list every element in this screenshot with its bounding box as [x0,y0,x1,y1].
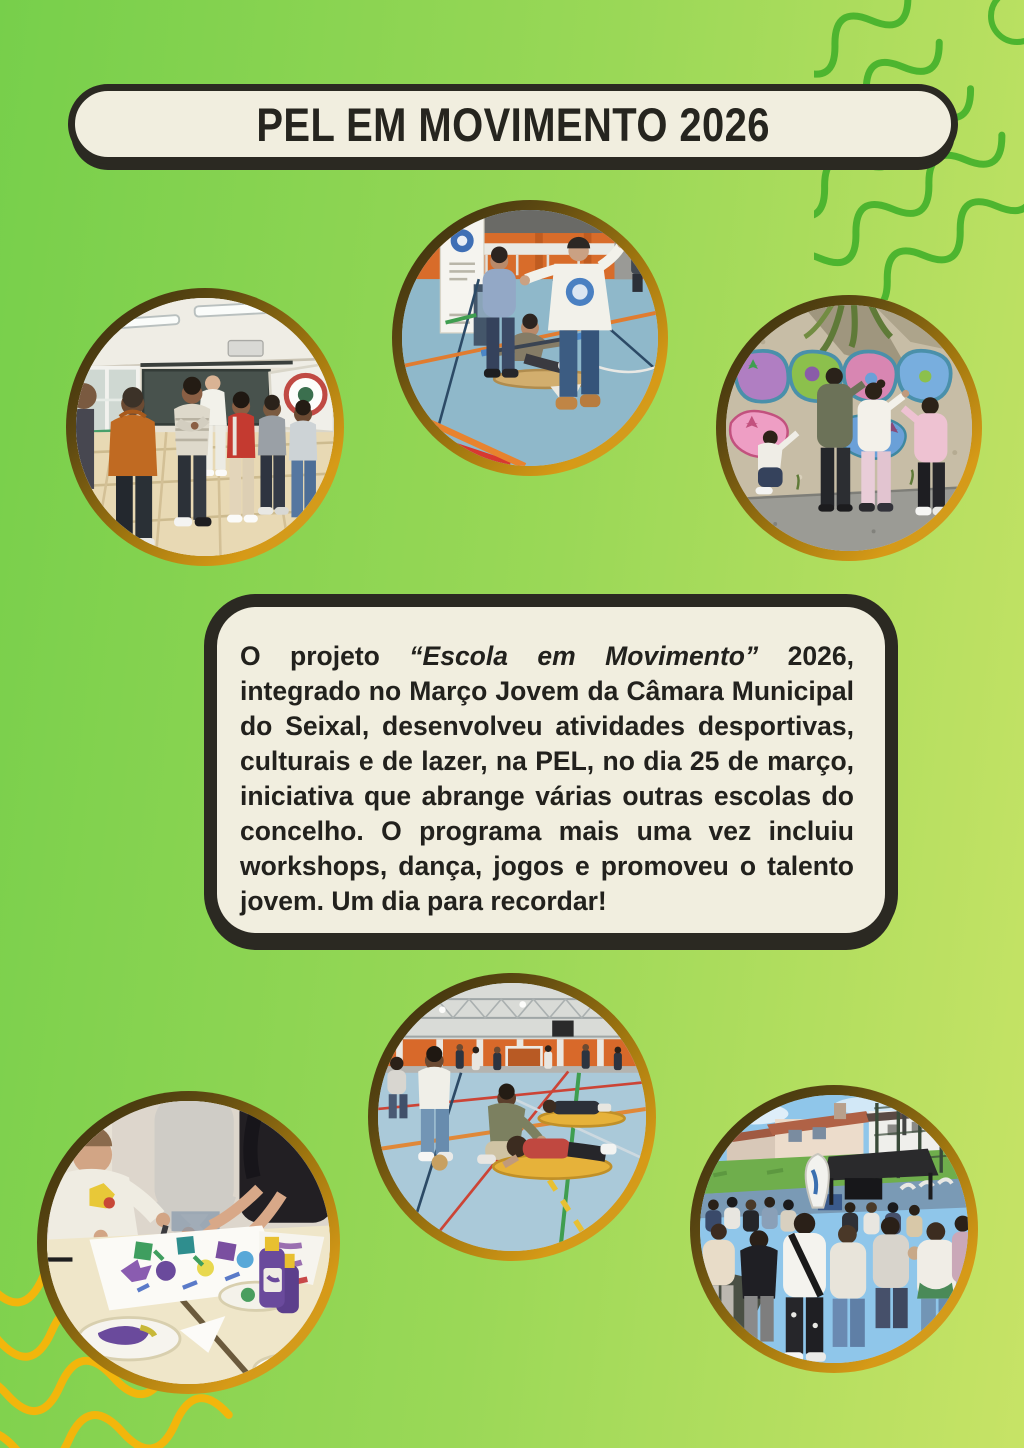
student-figure [76,383,97,489]
photo-gym-balance-board [392,200,668,476]
gym-balance-photo-illustration [402,210,658,466]
photo-gym-surfboards [368,973,656,1261]
photo-outdoor-crowd [690,1085,978,1373]
photo-classroom-activity [66,288,344,566]
page-title: PEL EM MOVIMENTO 2026 [256,97,770,151]
article-paragraph [240,639,854,919]
title-banner [68,84,958,164]
photo-painting-workshop [37,1091,340,1394]
article-lead: O projeto [240,641,410,671]
teardrop-banner-flag [806,1154,829,1208]
paint-plate [254,1354,328,1384]
painting-photo-illustration [47,1101,330,1384]
article-italic-phrase: “Escola em Movimento” [409,641,759,671]
graffiti-photo-illustration [726,305,972,551]
article-body: 2026, integrado no Março Jovem da Câmara Municipal do Seixal, desenvolveu atividades desportivas, culturais e de lazer, na PEL, no dia 25 de março, iniciativa que abrange várias outras escolas do concelho. O programa mais uma vez incluiu workshops, dança, jogos e promoveu o talento jovem. Um dia para recordar! [240,641,854,916]
crowd-photo-illustration [700,1095,968,1363]
partial-ring-decoration [991,0,1024,42]
photo-graffiti-wall [716,295,982,561]
bystander-figure [631,243,644,292]
article-card [204,594,898,946]
gym-surfboards-photo-illustration [378,983,646,1251]
classroom-photo-illustration [76,298,334,556]
